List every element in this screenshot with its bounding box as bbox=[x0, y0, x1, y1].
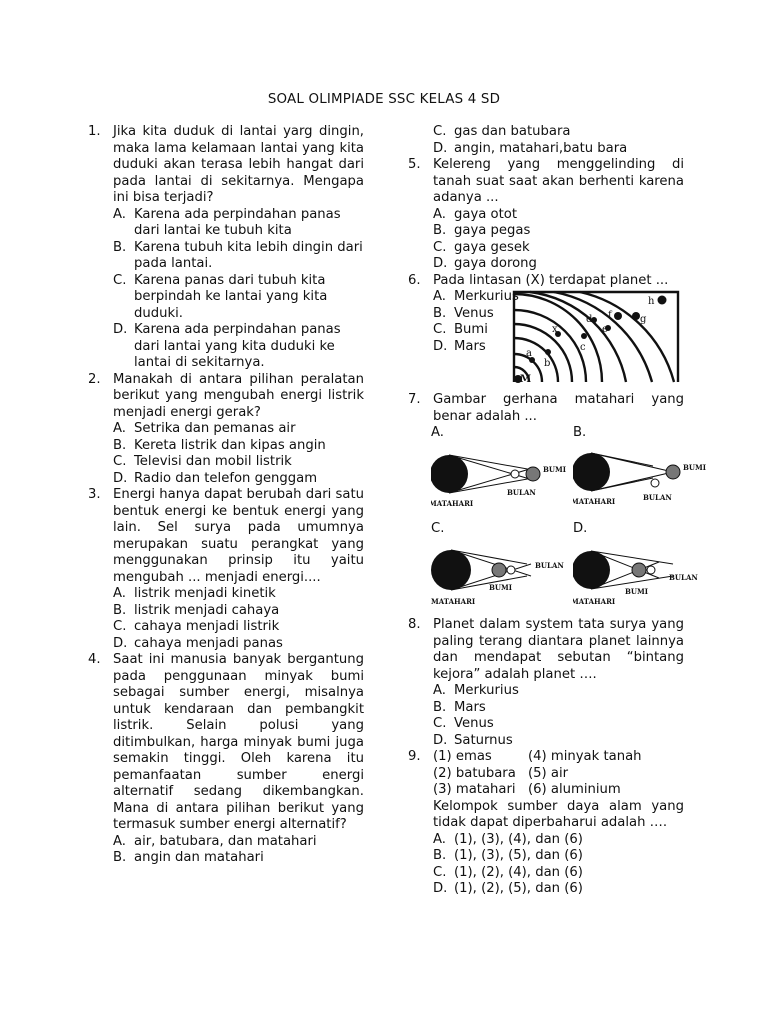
question-number: 8. bbox=[408, 617, 421, 632]
option-a[interactable]: A. Merkurius bbox=[433, 289, 519, 304]
question-number: 6. bbox=[408, 272, 421, 288]
question-stem: Energi hanya dapat berubah dari satu bentuk energi ke bentuk energi yang lain. Sel surya pada umumnya merupakan suatu perangkat yang menggunakan prinsip itu yaitu mengubah ... menjadi energi.... bbox=[113, 487, 364, 585]
option-d[interactable]: D. (1), (2), (5), dan (6) bbox=[433, 881, 583, 896]
option-a[interactable]: A. (1), (3), (4), dan (6) bbox=[433, 831, 583, 847]
option-a[interactable]: A. Karena ada perpindahan panas dari lantai ke tubuh kita bbox=[113, 206, 341, 238]
option-c[interactable]: C. gas dan batubara bbox=[433, 124, 571, 139]
svg-text:BULAN: BULAN bbox=[507, 488, 536, 497]
option-d[interactable]: D. Saturnus bbox=[433, 732, 513, 748]
left-column bbox=[88, 124, 364, 867]
label-a: a bbox=[526, 348, 532, 359]
option-c[interactable]: C. Televisi dan mobil listrik bbox=[113, 454, 292, 469]
question-2 bbox=[88, 372, 364, 488]
svg-text:MATAHARI: MATAHARI bbox=[431, 597, 476, 606]
question-number: 9. bbox=[408, 749, 421, 764]
option-a[interactable]: A. air, batubara, dan matahari bbox=[113, 833, 317, 849]
planet-f-mark bbox=[614, 312, 622, 320]
option-d[interactable]: D. gaya dorong bbox=[433, 256, 537, 271]
question-6 bbox=[408, 273, 684, 387]
right-column bbox=[408, 124, 707, 898]
option-a[interactable]: A. gaya otot bbox=[433, 206, 518, 222]
svg-text:MATAHARI: MATAHARI bbox=[573, 597, 616, 606]
eclipse-option-b[interactable] bbox=[573, 425, 711, 521]
option-c[interactable]: C. cahaya menjadi listrik bbox=[113, 619, 280, 634]
option-b[interactable]: B. Mars bbox=[433, 699, 486, 715]
question-3 bbox=[88, 487, 364, 652]
question-5 bbox=[408, 157, 684, 273]
question-stem: Planet dalam system tata surya yang paling terang diantara planet lainnya dan mendapat sebutan “bintang kejora” adalah planet …. bbox=[433, 617, 684, 682]
eclipse-diagram-d bbox=[573, 538, 711, 616]
svg-text:BUMI: BUMI bbox=[489, 583, 513, 592]
option-b[interactable]: B. listrik menjadi cahaya bbox=[113, 602, 280, 618]
question-stem: Kelompok sumber daya alam yang tidak dapat diperbaharui adalah …. bbox=[433, 798, 684, 830]
question-number: 7. bbox=[408, 392, 421, 407]
question-stem: Kelereng yang menggelinding di tanah suat saat akan berhenti karena adanya ... bbox=[433, 157, 684, 205]
label-f: f bbox=[608, 310, 612, 321]
svg-text:MATAHARI: MATAHARI bbox=[573, 497, 616, 506]
svg-text:MATAHARI: MATAHARI bbox=[431, 499, 474, 508]
svg-text:BULAN: BULAN bbox=[535, 561, 564, 570]
eclipse-diagram-a bbox=[431, 442, 569, 520]
question-number: 3. bbox=[88, 487, 101, 502]
eclipse-option-d[interactable] bbox=[573, 521, 711, 617]
planet-c-mark bbox=[581, 333, 587, 339]
question-1 bbox=[88, 124, 364, 372]
question-8 bbox=[408, 617, 684, 749]
option-d[interactable]: D. angin, matahari,batu bara bbox=[433, 140, 628, 156]
svg-text:BUMI: BUMI bbox=[625, 587, 649, 596]
page-title: SOAL OLIMPIADE SSC KELAS 4 SD bbox=[267, 92, 501, 107]
option-letter: B. bbox=[573, 425, 587, 440]
option-letter: D. bbox=[573, 521, 588, 536]
question-9 bbox=[408, 749, 684, 898]
question-stem: Pada lintasan (X) terdapat planet ... bbox=[433, 272, 669, 288]
resource-list: (1) emas (4) minyak tanah (2) batubara (5) air (3) matahari (6) aluminium bbox=[433, 749, 642, 797]
option-letter: C. bbox=[431, 521, 445, 536]
option-letter: A. bbox=[431, 425, 444, 440]
label-e: e bbox=[602, 324, 608, 335]
svg-text:BUMI: BUMI bbox=[543, 465, 567, 474]
option-b[interactable]: B. Karena tubuh kita lebih dingin dari pada lantai. bbox=[113, 239, 363, 271]
option-c[interactable]: C. Karena panas dari tubuh kita berpindah ke lantai yang kita duduki. bbox=[113, 272, 328, 321]
svg-text:BULAN: BULAN bbox=[669, 573, 698, 582]
planet-b-mark bbox=[545, 349, 551, 355]
option-b[interactable]: B. angin dan matahari bbox=[113, 850, 264, 865]
orbit-diagram bbox=[496, 286, 682, 386]
option-d[interactable]: D. cahaya menjadi panas bbox=[113, 635, 283, 651]
eclipse-diagram-c bbox=[431, 538, 569, 616]
option-b[interactable]: B. (1), (3), (5), dan (6) bbox=[433, 848, 583, 863]
option-c[interactable]: C. gaya gesek bbox=[433, 239, 530, 255]
option-b[interactable]: B. gaya pegas bbox=[433, 223, 531, 238]
label-g: g bbox=[640, 314, 647, 325]
label-h: h bbox=[648, 296, 655, 307]
option-d[interactable]: D. Radio dan telefon genggam bbox=[113, 470, 318, 486]
svg-text:BULAN: BULAN bbox=[643, 493, 672, 502]
question-4-continued bbox=[408, 124, 684, 157]
question-stem: Jika kita duduk di lantai yarg dingin, maka lama kelamaan lantai yang kita duduki akan terasa lebih hangat dari pada lantai di sekitarnya. Mengapa ini bisa terjadi? bbox=[113, 124, 364, 205]
option-b[interactable]: B. Venus bbox=[433, 305, 494, 321]
question-stem: Gambar gerhana matahari yang benar adalah ... bbox=[433, 392, 684, 424]
question-number: 1. bbox=[88, 124, 101, 139]
option-b[interactable]: B. Kereta listrik dan kipas angin bbox=[113, 437, 326, 453]
option-d[interactable]: D. Karena ada perpindahan panas dari lantai yang kita duduki ke lantai di sekitarnya. bbox=[113, 322, 341, 370]
question-7 bbox=[408, 392, 707, 617]
question-number: 5. bbox=[408, 157, 421, 172]
option-c[interactable]: C. Bumi bbox=[433, 322, 488, 337]
label-d: d bbox=[586, 314, 593, 325]
question-stem: Manakah di antara pilihan peralatan berikut yang mengubah energi listrik menjadi energi gerak? bbox=[113, 371, 364, 420]
option-a[interactable]: A. Setrika dan pemanas air bbox=[113, 421, 296, 436]
planet-h-mark bbox=[658, 296, 667, 305]
option-d[interactable]: D. Mars bbox=[433, 338, 486, 354]
label-c: c bbox=[580, 342, 586, 353]
option-a[interactable]: A. listrik menjadi kinetik bbox=[113, 586, 276, 601]
label-b: b bbox=[544, 358, 551, 369]
option-c[interactable]: C. Venus bbox=[433, 716, 494, 731]
option-c[interactable]: C. (1), (2), (4), dan (6) bbox=[433, 864, 583, 880]
eclipse-option-a[interactable] bbox=[431, 425, 569, 521]
svg-text:BUMI: BUMI bbox=[683, 463, 707, 472]
question-number: 2. bbox=[88, 371, 101, 387]
eclipse-diagram-b bbox=[573, 442, 711, 520]
label-m: M bbox=[520, 374, 532, 385]
label-x: x bbox=[552, 324, 558, 335]
question-4 bbox=[88, 652, 364, 867]
option-a[interactable]: A. Merkurius bbox=[433, 683, 519, 698]
planet-g-mark bbox=[632, 312, 640, 320]
question-number: 4. bbox=[88, 652, 101, 667]
question-stem: Saat ini manusia banyak bergantung pada penggunaan minyak bumi sebagai sumber energi, misalnya untuk kendaraan dan pembangkit listrik. Selain polusi yang ditimbulkan, harga minyak bumi juga semakin tinggi. Oleh karena itu pemanfaatan sumber energi alternatif sedang dikembangkan. Mana di antara pilihan berikut yang termasuk sumber energi alternatif? bbox=[113, 652, 364, 832]
eclipse-option-c[interactable] bbox=[431, 521, 569, 617]
